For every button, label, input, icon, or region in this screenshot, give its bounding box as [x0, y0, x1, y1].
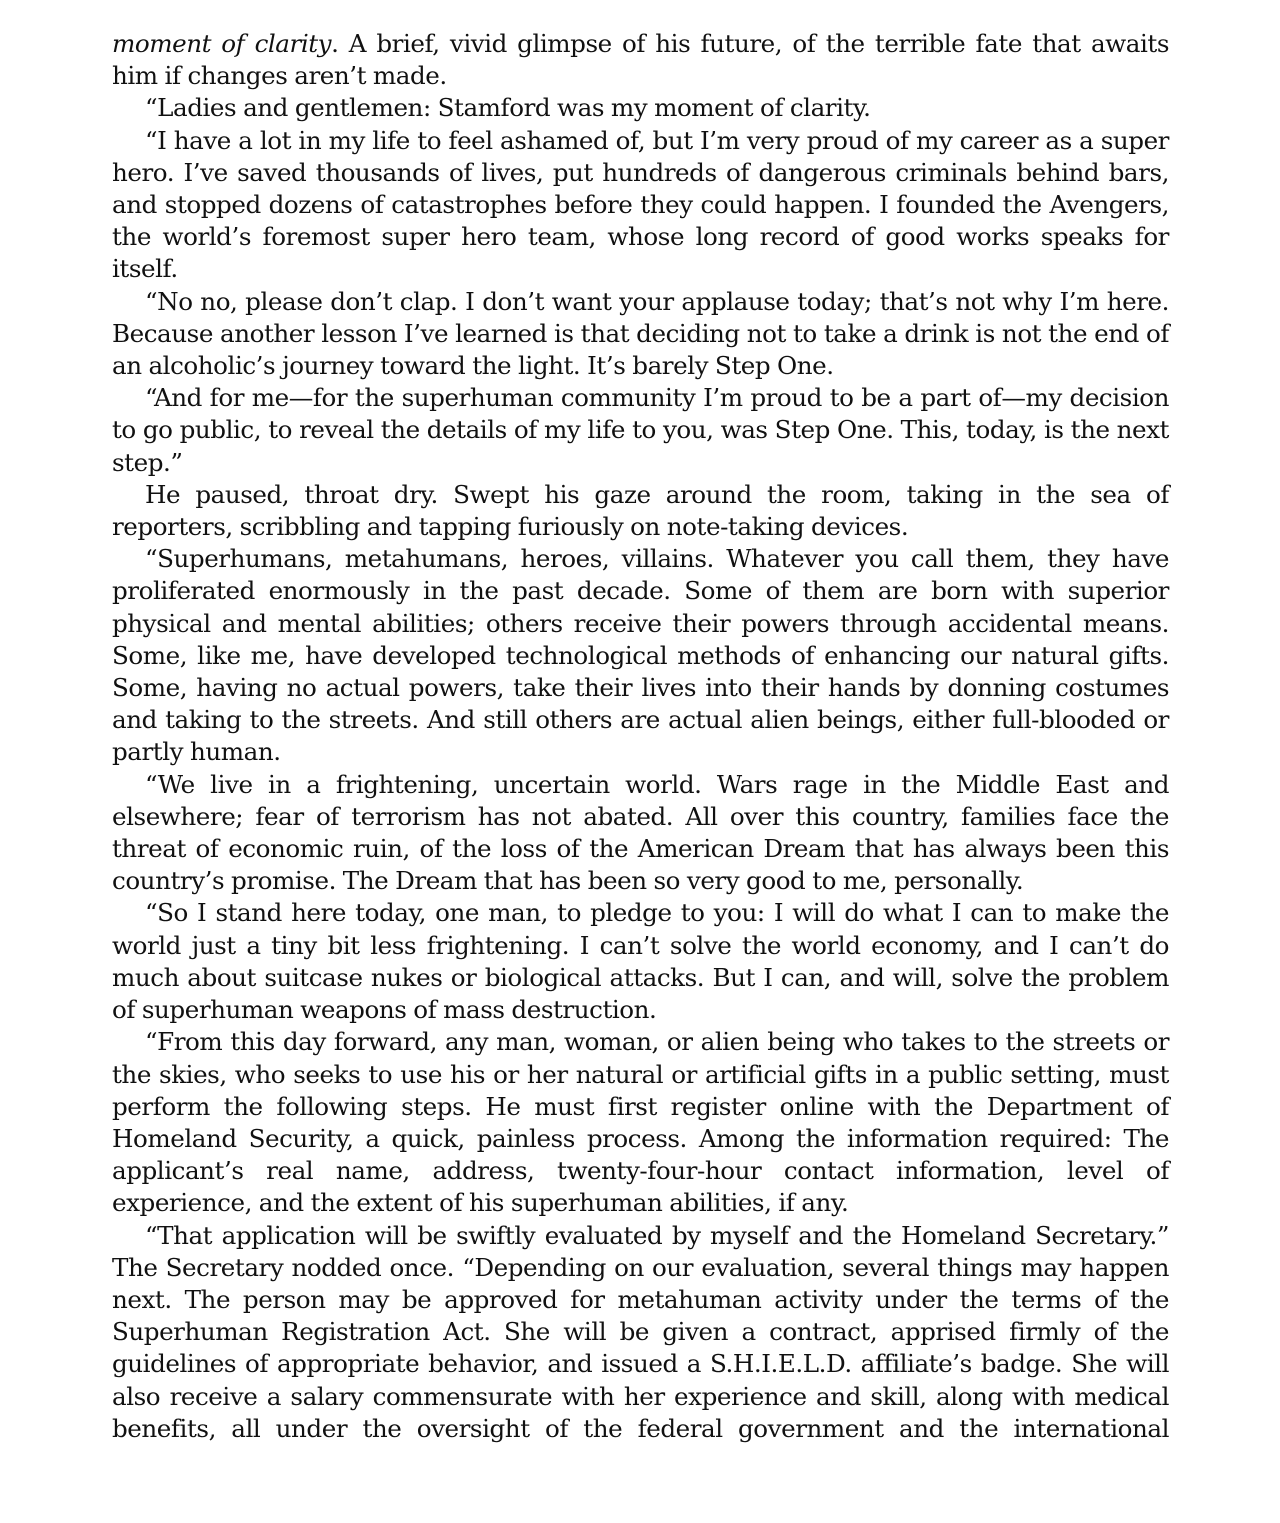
- paragraph-2: “Ladies and gentlemen: Stamford was my moment of clarity.: [145, 93, 871, 123]
- paragraph-7: “Superhumans, metahumans, heroes, villains. Whatever you call them, they have proliferated enormously in the past decade. Some of them are born with superior physical and mental abilities; others receive their powers through accidental means. Some, like me, have developed technological methods of enhancing our natural gifts. Some, having no actual powers, take their lives into their hands by donning costumes and taking to the streets. And still others are actual alien beings, either full-blooded or partly human.: [112, 544, 1169, 767]
- paragraph-9: “So I stand here today, one man, to pledge to you: I will do what I can to make the world just a tiny bit less frightening. I can’t solve the world economy, and I can’t do much about suitcase nukes or biological attacks. But I can, and will, solve the problem of superhuman weapons of mass destruction.: [112, 898, 1169, 1025]
- paragraph-10: “From this day forward, any man, woman, or alien being who takes to the streets or the skies, who seeks to use his or her natural or artificial gifts in a public setting, must perform the following steps. He must first register online with the Department of Homeland Security, a quick, painless process. Among the information required: The applicant’s real name, address, twenty-four-hour contact information, level of experience, and the extent of his superhuman abilities, if any.: [112, 1027, 1169, 1218]
- paragraph-text: . A brief, vivid glimpse of his future, of the terrible fate that awaits him if changes aren’t made.: [112, 29, 1169, 91]
- paragraph-3: “I have a lot in my life to feel ashamed of, but I’m very proud of my career as a super hero. I’ve saved thousands of lives, put hundreds of dangerous criminals behind bars, and stopped dozens of catastrophes before they could happen. I founded the Avengers, the world’s foremost super hero team, whose long record of good works speaks for itself.: [112, 125, 1169, 284]
- paragraph-4: “No no, please don’t clap. I don’t want your applause today; that’s not why I’m here. Because another lesson I’ve learned is that deciding not to take a drink is not the end of an alcoholic’s journey toward the light. It’s barely Step One.: [112, 286, 1169, 381]
- book-page: [112, 28, 1169, 1445]
- paragraph-6: He paused, throat dry. Swept his gaze around the room, taking in the sea of reporters, scribbling and tapping furiously on note-taking devices.: [112, 479, 1169, 542]
- italic-phrase: moment of clarity: [112, 29, 332, 58]
- paragraph-8: “We live in a frightening, uncertain world. Wars rage in the Middle East and elsewhere; fear of terrorism has not abated. All over this country, families face the threat of economic ruin, of the loss of the American Dream that has always been this country’s promise. The Dream that has been so very good to me, personally.: [112, 769, 1169, 896]
- paragraph-5: “And for me—for the superhuman community I’m proud to be a part of—my decision to go public, to reveal the details of my life to you, was Step One. This, today, is the next step.”: [112, 383, 1169, 477]
- paragraph-1: [112, 28, 1169, 92]
- paragraph-11: “That application will be swiftly evaluated by myself and the Homeland Secretary.” The Secretary nodded once. “Depending on our evaluation, several things may happen next. The person may be approved for metahuman activity under the terms of the Superhuman Registration Act. She will be given a contract, apprised firmly of the guidelines of appropriate behavior, and issued a S.H.I.E.L.D. affiliate’s badge. She will also receive a salary commensurate with her experience and skill, along with medical benefits, all under the oversight of the federal government and the international: [112, 1220, 1169, 1443]
